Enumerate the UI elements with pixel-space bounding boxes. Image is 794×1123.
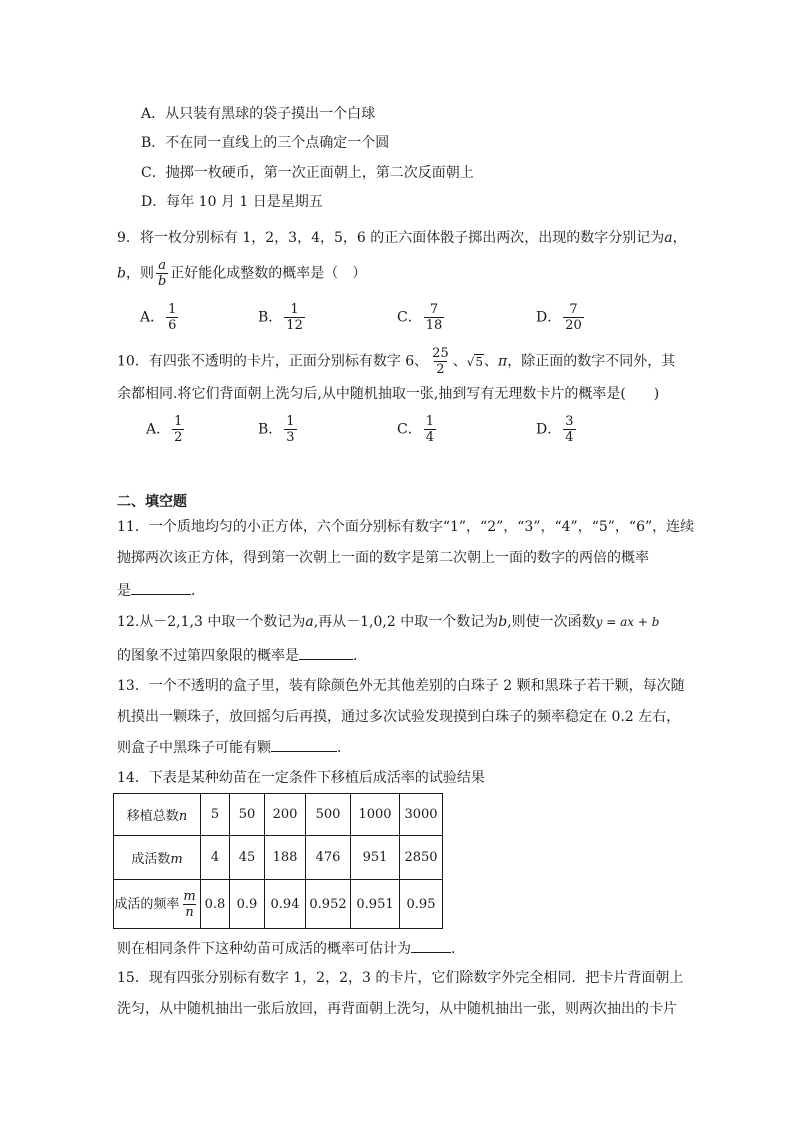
q12-line2 — [117, 645, 367, 666]
q13-answer-blank[interactable] — [271, 737, 337, 752]
q10-sqrt: √5 — [466, 354, 484, 369]
frac-den: 3 — [286, 430, 295, 445]
q13-period: ． — [337, 740, 351, 756]
q11-period: ． — [191, 583, 205, 599]
row-label-text: 移植总数 — [126, 809, 179, 824]
frac-den: 18 — [425, 318, 443, 333]
frac-num: 3 — [565, 414, 574, 429]
q9-frac-num: a — [158, 258, 167, 273]
table-cell: 1000 — [351, 794, 400, 836]
frac-den: 4 — [565, 430, 574, 445]
q11-line2: 抛掷两次该正方体，得到第一次朝上一面的数字是第二次朝上一面的数字的两倍的概率 — [117, 550, 649, 566]
q14-after — [117, 938, 455, 959]
table-cell: 0.9 — [230, 880, 265, 929]
q9-option-a — [140, 302, 180, 333]
section-title: 二、填空题 — [117, 494, 187, 510]
table-cell: 0.95 — [400, 880, 443, 929]
table-cell: 200 — [265, 794, 306, 836]
q14-after-text: 则在相同条件下这种幼苗可成活的概率可估计为 — [117, 941, 411, 957]
q12-period: ． — [353, 648, 367, 664]
table-row — [114, 794, 443, 836]
q10-sep: 、 — [484, 353, 499, 370]
table-cell: 500 — [306, 794, 351, 836]
row-label-frac — [181, 889, 197, 920]
row-label-text: 成活数 — [131, 852, 171, 867]
q10-opt-b-label: B． — [258, 421, 283, 438]
q14-period: . — [451, 941, 456, 957]
frac-den: 12 — [286, 318, 303, 333]
q12-text: 12.从－2,1,3 中取一个数记为 — [117, 614, 306, 630]
q13-line3 — [117, 737, 351, 758]
frac-num: 1 — [290, 302, 299, 317]
q9-text: 9．将一枚分别标有 1，2，3，4，5，6 的正六面体骰子掷出两次，出现的数字分别记为 — [117, 230, 665, 246]
q10-opt-d-frac — [563, 414, 575, 445]
frac-num: 7 — [569, 302, 578, 317]
frac-num: m — [183, 888, 196, 904]
q9-var-b: b — [117, 265, 126, 282]
table-cell: 45 — [230, 836, 265, 880]
q10-opt-a-label: A． — [146, 421, 171, 438]
q10-line1 — [117, 346, 675, 377]
q8-option-c: C．抛掷一枚硬币，第一次正面朝上，第二次反面朝上 — [141, 165, 474, 181]
q13-line2: 机摸出一颗珠子，放回摇匀后再摸，通过多次试验发现摸到白珠子的频率稳定在 0.2 左右， — [117, 709, 681, 725]
q8-option-d: D．每年 10 月 1 日是星期五 — [141, 194, 323, 210]
table-row — [114, 836, 443, 880]
q10-option-a — [146, 414, 186, 445]
q9-frac-den: b — [157, 274, 167, 289]
table-cell: 3000 — [400, 794, 443, 836]
row-label-var: n — [178, 809, 188, 824]
table-cell: 2850 — [400, 836, 443, 880]
q14-table — [113, 793, 443, 929]
q9-opt-a-frac — [166, 302, 178, 333]
q10-line2: 余都相同.将它们背面朝上洗匀后,从中随机抽取一张,抽到写有无理数卡片的概率是( ) — [117, 386, 660, 402]
q10-sep: 、 — [452, 353, 467, 370]
q10-option-c — [397, 414, 438, 445]
table-cell: 50 — [230, 794, 265, 836]
q9-line2 — [117, 258, 366, 289]
q9-fraction — [156, 258, 168, 289]
q12-var-a: a — [305, 614, 314, 630]
q9-then: ，则 — [125, 265, 154, 282]
q9-opt-c-label: C． — [397, 309, 422, 326]
table-cell: 476 — [306, 836, 351, 880]
q10-text-end: ，除正面的数字不同外，其 — [507, 353, 676, 370]
q10-text: 10．有四张不透明的卡片，正面分别标有数字 6、 — [117, 353, 429, 370]
table-cell: 951 — [351, 836, 400, 880]
table-cell: 0.952 — [306, 880, 351, 929]
q9-option-d — [536, 302, 586, 333]
q9-option-c — [397, 302, 446, 333]
table-cell: 0.94 — [265, 880, 306, 929]
q12-function: y = ax + b — [595, 615, 660, 629]
q12-text-mid2: ,则使一次函数 — [507, 614, 596, 630]
q14-answer-blank[interactable] — [411, 938, 451, 953]
q9-option-b — [258, 302, 307, 333]
q12-text-mid: ,再从－1,0,2 中取一个数记为 — [313, 614, 499, 630]
q9-opt-b-frac — [284, 302, 305, 333]
q10-sqrt-radicand: 5 — [475, 354, 484, 369]
q9-opt-b-label: B． — [258, 309, 283, 326]
q9-opt-c-frac — [424, 302, 445, 333]
q12-var-b: b — [498, 614, 508, 630]
row-label-text: 成活的频率 — [114, 896, 180, 912]
q9-comma: ， — [672, 230, 687, 246]
q10-option-b — [258, 414, 299, 445]
table-row-label — [114, 794, 201, 836]
frac-num: 1 — [174, 414, 183, 429]
table-cell: 0.8 — [201, 880, 230, 929]
table-row — [114, 880, 443, 929]
frac-num: 7 — [429, 302, 439, 317]
frac-den: 20 — [565, 318, 582, 333]
q10-opt-c-frac — [424, 414, 436, 445]
q11-line3 — [117, 580, 205, 601]
q8-option-a: A．从只装有黑球的袋子摸出一个白球 — [141, 106, 376, 122]
q10-opt-d-label: D． — [536, 421, 562, 438]
q10-option-d — [536, 414, 578, 445]
table-cell: 4 — [201, 836, 230, 880]
q9-opt-d-frac — [563, 302, 584, 333]
q13-text: 则盒子中黑珠子可能有颗 — [117, 740, 271, 756]
q9-var-a: a — [664, 230, 673, 246]
frac-num: 1 — [425, 414, 434, 429]
frac-den: 4 — [425, 430, 434, 445]
q8-option-b: B．不在同一直线上的三个点确定一个圆 — [141, 135, 390, 151]
table-row-label — [114, 880, 201, 929]
q10-fraction — [430, 346, 451, 377]
table-cell: 5 — [201, 794, 230, 836]
q10-opt-b-frac — [284, 414, 296, 445]
q13-line1: 13．一个不透明的盒子里，装有除颜色外无其他差别的白珠子 2 颗和黑珠子若干颗，每次随 — [117, 678, 685, 694]
frac-den: 2 — [436, 362, 445, 377]
table-cell: 188 — [265, 836, 306, 880]
q9-opt-d-label: D． — [536, 309, 562, 326]
q11-text: 是 — [117, 583, 131, 599]
q11-line1: 11．一个质地均匀的小正方体，六个面分别标有数字“1”，“2”，“3”，“4”，“5”，“6”，连续 — [117, 519, 695, 535]
q10-pi: π — [498, 353, 508, 370]
row-label-var: m — [170, 852, 183, 867]
q9-line1 — [117, 228, 687, 248]
table-row-label — [114, 836, 201, 880]
q9-question: 正好能化成整数的概率是（ ） — [170, 265, 367, 282]
frac-den: 6 — [168, 318, 177, 333]
q9-opt-a-label: A． — [140, 309, 165, 326]
q12-answer-blank[interactable] — [299, 645, 353, 660]
q15-line2: 洗匀，从中随机抽出一张后放回，再背面朝上洗匀，从中随机抽出一张，则两次抽出的卡片 — [117, 1001, 677, 1017]
q10-opt-c-label: C． — [397, 421, 422, 438]
q12-text2: 的图象不过第四象限的概率是 — [117, 648, 299, 664]
q14-intro: 14．下表是某种幼苗在一定条件下移植后成活率的试验结果 — [117, 770, 485, 786]
q12-line1 — [117, 612, 659, 632]
frac-den: n — [185, 904, 194, 920]
frac-num: 1 — [168, 302, 177, 317]
frac-den: 2 — [174, 430, 183, 445]
frac-num: 1 — [286, 414, 295, 429]
table-cell: 0.951 — [351, 880, 400, 929]
q11-answer-blank[interactable] — [131, 580, 191, 595]
frac-num: 25 — [432, 346, 449, 361]
q10-opt-a-frac — [172, 414, 184, 445]
q15-line1: 15．现有四张分别标有数字 1，2，2，3 的卡片，它们除数字外完全相同．把卡片背面朝上 — [117, 970, 684, 986]
